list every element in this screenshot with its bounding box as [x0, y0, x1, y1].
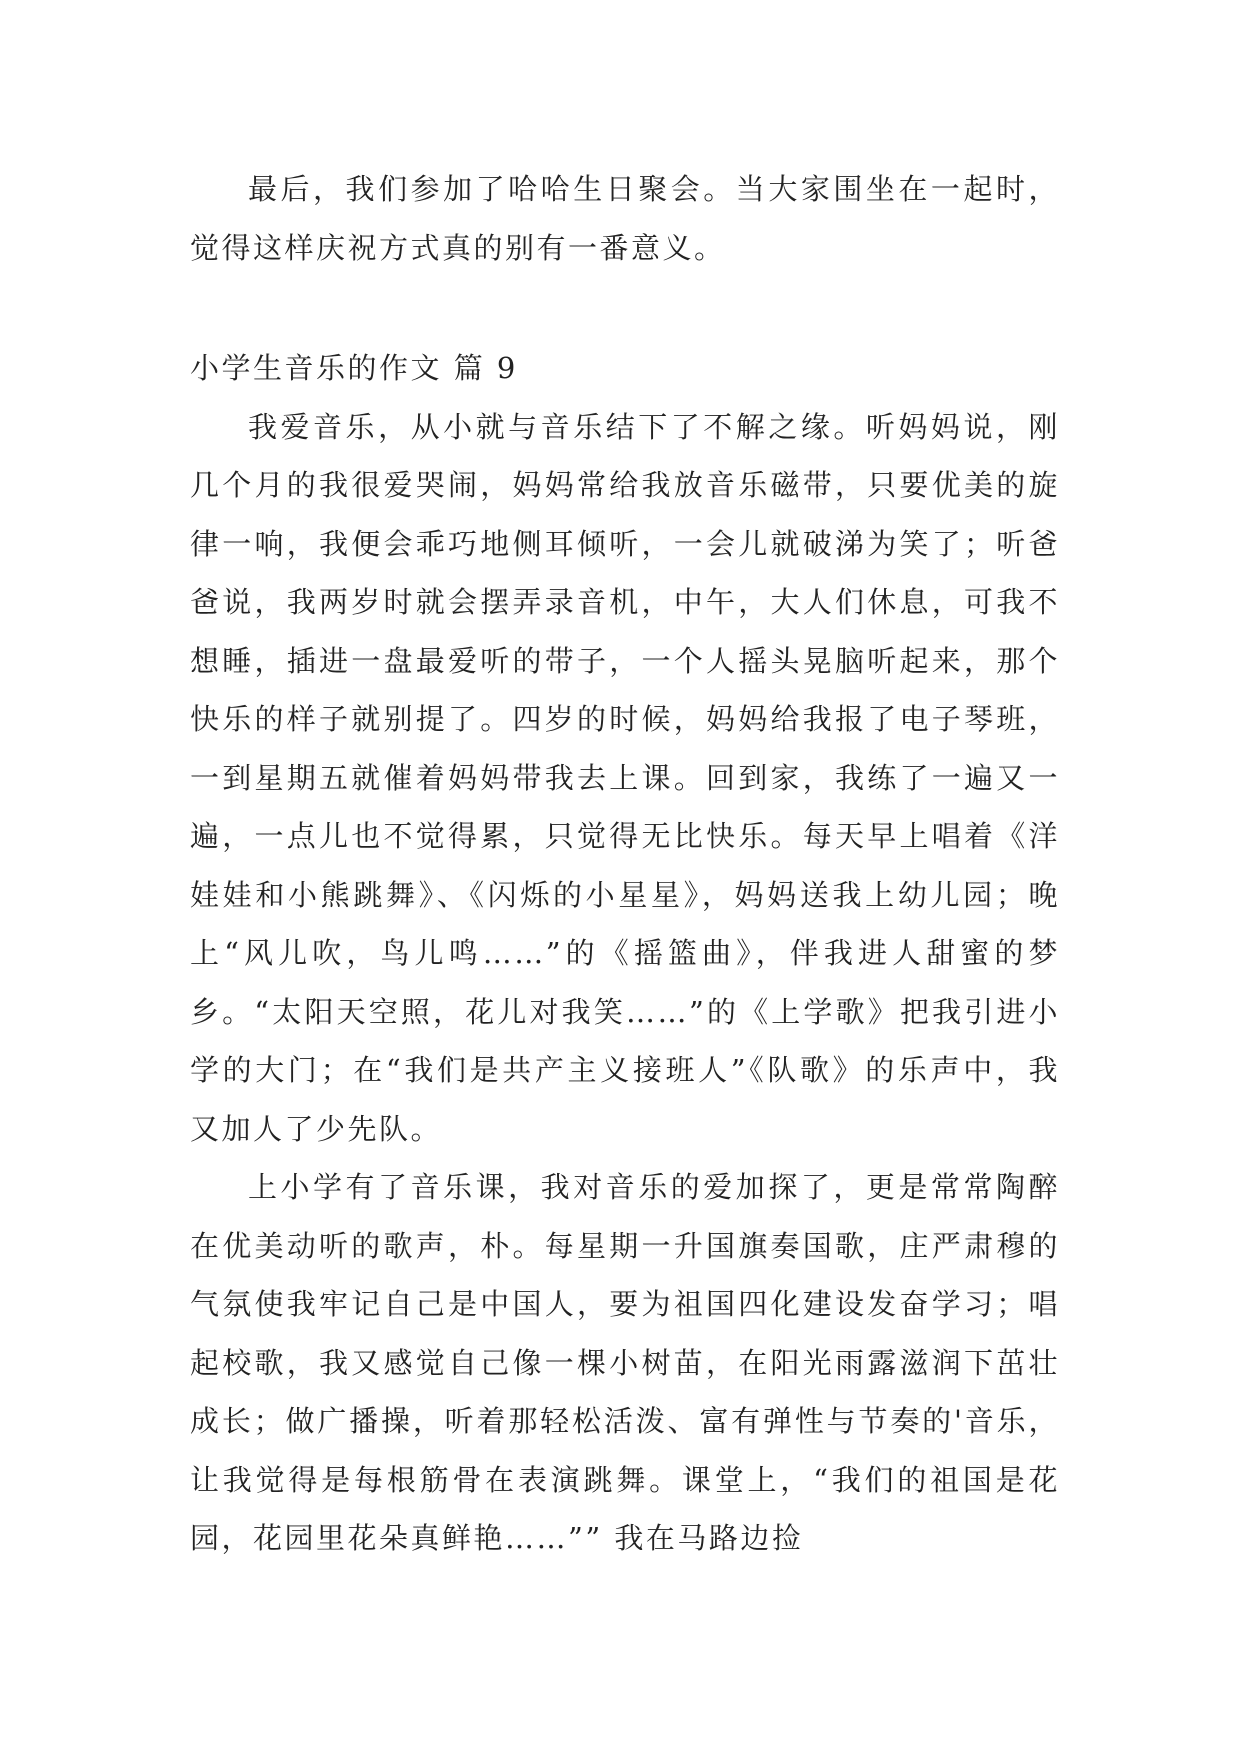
section-heading: 小学生音乐的作文 篇 9	[190, 351, 518, 385]
intro-paragraph: 最后，我们参加了哈哈生日聚会。当大家围坐在一起时，觉得这样庆祝方式真的别有一番意义。	[190, 172, 1060, 265]
body-paragraph-2: 上小学有了音乐课，我对音乐的爱加探了，更是常常陶醉在优美动听的歌声，朴。每星期一升国旗奏国歌，庄严肃穆的气氛使我牢记自己是中国人，要为祖国四化建设发奋学习；唱起校歌，我又感觉自己像一棵小树苗，在阳光雨露滋润下茁壮成长；做广播操，听着那轻松活泼、富有弹性与节奏的'音乐，让我觉得是每根筋骨在表演跳舞。课堂上，“我们的祖国是花园，花园里花朵真鲜艳……”” 我在马路边捡	[190, 1170, 1060, 1555]
document-page	[190, 160, 1060, 1568]
body-paragraph-1: 我爱音乐，从小就与音乐结下了不解之缘。听妈妈说，刚几个月的我很爱哭闹，妈妈常给我放音乐磁带，只要优美的旋律一响，我便会乖巧地侧耳倾听，一会儿就破涕为笑了；听爸爸说，我两岁时就会摆弄录音机，中午，大人们休息，可我不想睡，插进一盘最爱听的带子，一个人摇头晃脑听起来，那个快乐的样子就别提了。四岁的时候，妈妈给我报了电子琴班，一到星期五就催着妈妈带我去上课。回到家，我练了一遍又一遍，一点儿也不觉得累，只觉得无比快乐。每天早上唱着《洋娃娃和小熊跳舞》、《闪烁的小星星》，妈妈送我上幼儿园；晚上“风儿吹，鸟儿鸣……”的《摇篮曲》，伴我进人甜蜜的梦乡。“太阳天空照，花儿对我笑……”的《上学歌》把我引进小学的大门；在“我们是共产主义接班人”《队歌》的乐声中，我又加人了少先队。	[190, 409, 1060, 1146]
